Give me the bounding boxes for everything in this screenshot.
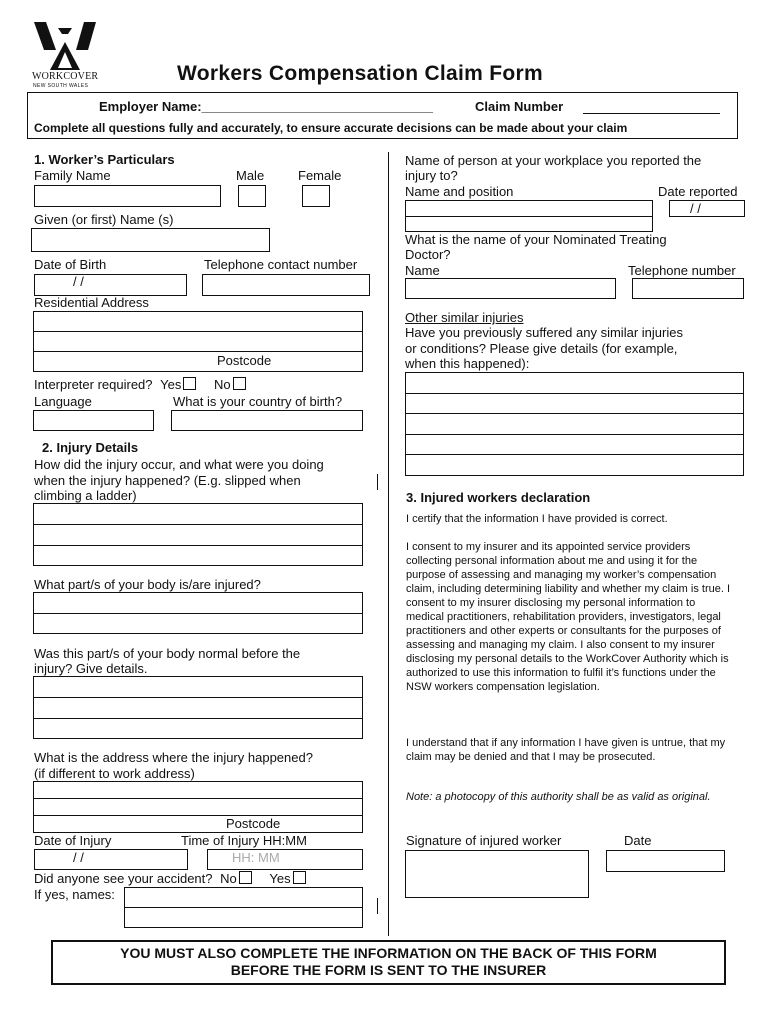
witness-yes-label: Yes [269,871,291,886]
signature-label: Signature of injured worker [406,833,562,848]
phone-label: Telephone contact number [204,257,358,272]
injury-how-field-3[interactable] [33,545,363,566]
injury-postcode-label: Postcode [226,816,281,831]
female-label: Female [298,168,342,183]
country-field[interactable] [171,410,363,431]
other-injuries-heading: Other similar injuries [405,310,524,325]
address-field-2[interactable] [33,331,363,352]
time-of-injury-field[interactable] [207,849,363,870]
logo-brand: WORKCOVER [32,71,99,82]
injury-address-line-1: What is the address where the injury happened? [34,750,313,765]
injury-address-line-2: (if different to work address) [34,766,195,781]
given-name-field[interactable] [31,228,270,252]
body-part-field-2[interactable] [33,613,363,634]
signature-date-field[interactable] [606,850,725,872]
other-injuries-field-4[interactable] [405,434,744,455]
interpreter-yes-label: Yes [160,377,182,392]
witness-yes-checkbox[interactable] [293,871,306,884]
injury-how-line-2: when the injury happened? (E.g. slipped when [34,473,301,488]
date-of-injury-label: Date of Injury [34,833,112,848]
name-position-label: Name and position [405,184,514,199]
doctor-telephone-label: Telephone number [628,263,736,278]
employer-name-label: Employer Name:________________________________ [99,99,433,114]
normal-before-line-1: Was this part/s of your body normal before the [34,646,301,661]
injury-how-field-2[interactable] [33,524,363,546]
dob-field[interactable] [34,274,187,296]
injury-how-field-1[interactable] [33,503,363,525]
date-reported-label: Date reported [658,184,738,199]
normal-before-line-2: injury? Give details. [34,661,148,676]
other-injuries-field-5[interactable] [405,454,744,476]
doctor-name-field[interactable] [405,278,616,299]
interpreter-label: Interpreter required? [34,377,153,392]
other-injuries-line-3: when this happened): [405,356,530,371]
doctor-question-line-1: What is the name of your Nominated Treating [405,232,667,247]
scroll-mark-top [377,474,378,490]
reported-to-line-2: injury to? [405,168,458,183]
phone-field[interactable] [202,274,370,296]
time-of-injury-label: Time of Injury HH:MM [181,833,307,848]
signature-date-label: Date [624,833,652,848]
other-injuries-line-2: or conditions? Please give details (for example, [405,341,678,356]
date-of-injury-slashes: / / [73,850,84,865]
other-injuries-line-1: Have you previously suffered any similar injuries [405,325,683,340]
workcover-logo [30,20,100,90]
date-of-injury-field[interactable] [34,849,188,870]
witness-names-field-1[interactable] [124,887,363,908]
reported-name-field-1[interactable] [405,200,653,217]
footer-line-2: BEFORE THE FORM IS SENT TO THE INSURER [230,962,547,978]
workcover-logo-mark [32,20,98,72]
interpreter-no-checkbox[interactable] [233,377,246,390]
female-checkbox[interactable] [302,185,330,207]
family-name-field[interactable] [34,185,221,207]
logo-subtitle: NEW SOUTH WALES [33,83,89,89]
injury-address-field-1[interactable] [33,781,363,799]
interpreter-question [34,377,246,392]
dob-slashes: / / [73,274,84,289]
declaration-certify: I certify that the information I have provided is correct. [406,513,668,525]
footer-line-1: YOU MUST ALSO COMPLETE THE INFORMATION ON THE BACK OF THIS FORM [120,945,657,961]
witness-no-checkbox[interactable] [239,871,252,884]
injury-address-field-2[interactable] [33,798,363,816]
section-1-heading: 1. Worker’s Particulars [34,152,175,167]
body-part-field-1[interactable] [33,592,363,614]
given-name-label: Given (or first) Name (s) [34,212,174,227]
declaration-understand: I understand that if any information I have given is untrue, that my claim may be denied and that I may be prosecuted. [406,737,726,763]
address-field-3[interactable] [33,351,363,372]
language-label: Language [34,394,92,409]
address-field-1[interactable] [33,311,363,332]
witness-names-label: If yes, names: [34,887,115,902]
country-label: What is your country of birth? [173,394,343,409]
male-checkbox[interactable] [238,185,266,207]
doctor-name-label: Name [405,263,440,278]
witness-names-field-2[interactable] [124,907,363,928]
injury-address-field-3[interactable] [33,815,363,833]
date-reported-field[interactable] [669,200,745,217]
section-3-heading: 3. Injured workers declaration [406,490,591,505]
declaration-note: Note: a photocopy of this authority shall be as valid as original. [406,791,711,803]
normal-before-field-1[interactable] [33,676,363,698]
witness-no-label: No [220,871,237,886]
witness-label: Did anyone see your accident? [34,871,213,886]
instruction-text: Complete all questions fully and accurately, to ensure accurate decisions can be made about your claim [34,121,628,135]
injury-how-line-3: climbing a ladder) [34,488,137,503]
form-title: Workers Compensation Claim Form [177,62,543,85]
reported-name-field-2[interactable] [405,216,653,232]
witness-question [34,871,306,886]
normal-before-field-3[interactable] [33,718,363,739]
injury-how-line-1: How did the injury occur, and what were you doing [34,457,324,472]
declaration-consent: I consent to my insurer and its appointed service providers collecting personal information about me and using it for the purpose of assessing and managing my worker’s compensation claim, including determining liability and whether my claim is true. I consent to my insurer disclosing my personal information to medical practitioners, rehabilitation providers, investigators, legal practitioners and other experts or consultants for the purposes of assessing and managing my claim. I also consent to my insurer disclosing my personal details to the WorkCover Authority which is authorized to use this information to fulfil it’s functions under the NSW workers compensation legislation. [406,541,731,693]
interpreter-no-label: No [213,377,231,392]
normal-before-field-2[interactable] [33,697,363,719]
doctor-telephone-field[interactable] [632,278,744,299]
body-part-label: What part/s of your body is/are injured? [34,577,261,592]
other-injuries-field-1[interactable] [405,372,744,394]
language-field[interactable] [33,410,154,431]
column-divider [388,152,389,936]
signature-field[interactable] [405,850,589,898]
interpreter-yes-checkbox[interactable] [183,377,196,390]
date-reported-slashes: / / [690,201,701,216]
postcode-label: Postcode [217,353,272,368]
family-name-label: Family Name [34,168,111,183]
claim-number-line[interactable] [583,113,720,114]
scroll-mark-bottom [377,898,378,914]
other-injuries-field-3[interactable] [405,413,744,435]
claim-number-label: Claim Number [475,99,564,114]
address-label: Residential Address [34,295,149,310]
male-label: Male [236,168,265,183]
other-injuries-field-2[interactable] [405,393,744,414]
dob-label: Date of Birth [34,257,107,272]
reported-to-line-1: Name of person at your workplace you reported the [405,153,702,168]
section-2-heading: 2. Injury Details [42,440,139,455]
doctor-question-line-2: Doctor? [405,247,451,262]
time-of-injury-placeholder: HH: MM [232,850,280,865]
